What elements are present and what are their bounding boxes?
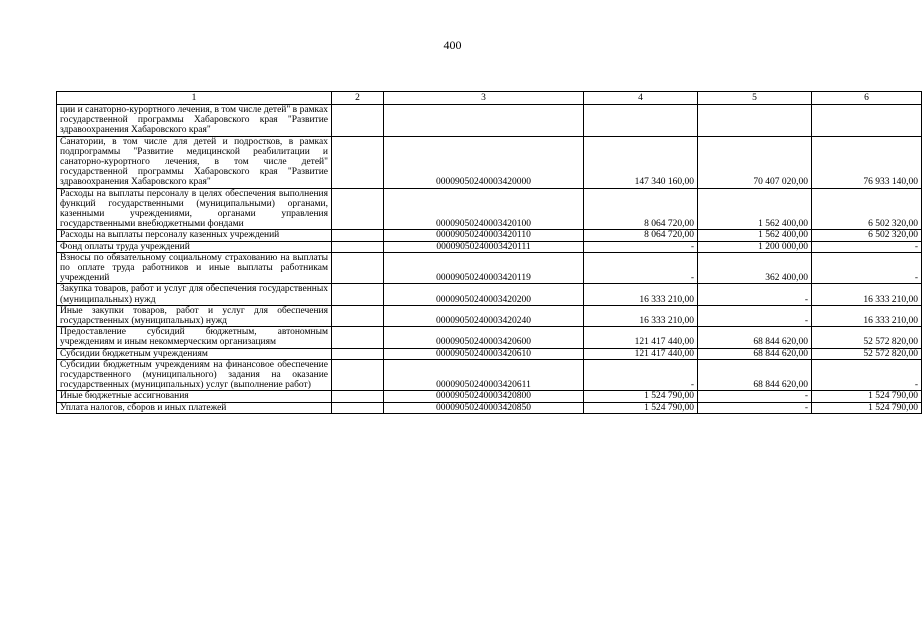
row-value-6-cell: - xyxy=(812,241,922,252)
table-body xyxy=(57,105,922,414)
row-value-5-cell: 70 407 020,00 xyxy=(698,136,812,188)
row-value-5-cell: - xyxy=(698,305,812,326)
row-col2-cell xyxy=(332,241,384,252)
table-row xyxy=(57,284,922,305)
row-code-cell: 00009050240003420111 xyxy=(384,241,584,252)
row-value-4-cell: 8 064 720,00 xyxy=(584,188,698,230)
row-value-6-cell: 1 524 790,00 xyxy=(812,391,922,402)
row-value-5-cell: - xyxy=(698,391,812,402)
row-value-5-cell: 1 200 000,00 xyxy=(698,241,812,252)
row-value-5-cell: - xyxy=(698,402,812,413)
row-code-cell: 00009050240003420119 xyxy=(384,252,584,284)
row-col2-cell xyxy=(332,359,384,391)
header-row xyxy=(57,92,922,105)
row-value-4-cell: - xyxy=(584,241,698,252)
column-header-1: 1 xyxy=(57,92,332,105)
row-value-6-cell: 16 333 210,00 xyxy=(812,305,922,326)
row-code-cell: 00009050240003420600 xyxy=(384,327,584,348)
row-value-6-cell: 6 502 320,00 xyxy=(812,188,922,230)
row-value-4-cell: 16 333 210,00 xyxy=(584,284,698,305)
row-value-5-cell: - xyxy=(698,284,812,305)
row-name-cell: Субсидии бюджетным учреждениям на финансовое обеспечение государственного (муниципального) задания на оказание государственных (муниципальных) услуг (выполнение работ) xyxy=(57,359,332,391)
row-name-cell: Расходы на выплаты персоналу казенных учреждений xyxy=(57,230,332,241)
table-row xyxy=(57,105,922,137)
row-value-4-cell: 121 417 440,00 xyxy=(584,327,698,348)
row-value-5-cell: 1 562 400,00 xyxy=(698,230,812,241)
row-code-cell: 00009050240003420000 xyxy=(384,136,584,188)
column-header-5: 5 xyxy=(698,92,812,105)
row-value-5-cell: 362 400,00 xyxy=(698,252,812,284)
row-code-cell: 00009050240003420611 xyxy=(384,359,584,391)
row-value-4-cell: 121 417 440,00 xyxy=(584,348,698,359)
row-value-4-cell: 147 340 160,00 xyxy=(584,136,698,188)
row-code-cell: 00009050240003420610 xyxy=(384,348,584,359)
row-value-4-cell: 1 524 790,00 xyxy=(584,402,698,413)
row-value-5-cell: 1 562 400,00 xyxy=(698,188,812,230)
row-name-cell: Предоставление субсидий бюджетным, автономным учреждениям и иным некоммерческим организациям xyxy=(57,327,332,348)
row-value-6-cell: 6 502 320,00 xyxy=(812,230,922,241)
table-row xyxy=(57,230,922,241)
row-name-cell: Закупка товаров, работ и услуг для обеспечения государственных (муниципальных) нужд xyxy=(57,284,332,305)
column-header-3: 3 xyxy=(384,92,584,105)
table-row xyxy=(57,348,922,359)
row-name-cell: Фонд оплаты труда учреждений xyxy=(57,241,332,252)
row-value-6-cell: 16 333 210,00 xyxy=(812,284,922,305)
row-col2-cell xyxy=(332,136,384,188)
row-value-4-cell: - xyxy=(584,252,698,284)
row-name-cell: Иные закупки товаров, работ и услуг для обеспечения государственных (муниципальных) нужд xyxy=(57,305,332,326)
row-name-cell: ции и санаторно-курортного лечения, в том числе детей" в рамках государственной программы Хабаровского края "Развитие здравоохранения Хабаровского края" xyxy=(57,105,332,137)
row-name-cell: Расходы на выплаты персоналу в целях обеспечения выполнения функций государственными (муниципальными) органами, казенными учреждениями, органами управления государственными внебюджетными фондами xyxy=(57,188,332,230)
row-col2-cell xyxy=(332,230,384,241)
row-value-5-cell: 68 844 620,00 xyxy=(698,327,812,348)
budget-table xyxy=(56,91,922,414)
row-col2-cell xyxy=(332,391,384,402)
row-col2-cell xyxy=(332,348,384,359)
row-code-cell: 00009050240003420100 xyxy=(384,188,584,230)
row-value-6-cell: 76 933 140,00 xyxy=(812,136,922,188)
column-header-6: 6 xyxy=(812,92,922,105)
row-name-cell: Субсидии бюджетным учреждениям xyxy=(57,348,332,359)
row-code-cell: 00009050240003420200 xyxy=(384,284,584,305)
row-col2-cell xyxy=(332,327,384,348)
row-col2-cell xyxy=(332,105,384,137)
row-value-6-cell: - xyxy=(812,359,922,391)
row-code-cell xyxy=(384,105,584,137)
row-name-cell: Санатории, в том числе для детей и подростков, в рамках подпрограммы "Развитие медицинской реабилитации и санаторно-курортного лечения, в том числе детей" государственной программы Хабаровского края "Развитие здравоохранения Хабаровского края" xyxy=(57,136,332,188)
table-row xyxy=(57,136,922,188)
row-name-cell: Взносы по обязательному социальному страхованию на выплаты по оплате труда работников и иные выплаты работникам учреждений xyxy=(57,252,332,284)
row-value-4-cell xyxy=(584,105,698,137)
row-name-cell: Иные бюджетные ассигнования xyxy=(57,391,332,402)
row-code-cell: 00009050240003420240 xyxy=(384,305,584,326)
table-row xyxy=(57,327,922,348)
row-code-cell: 00009050240003420110 xyxy=(384,230,584,241)
row-value-6-cell: - xyxy=(812,252,922,284)
row-col2-cell xyxy=(332,252,384,284)
table-row xyxy=(57,241,922,252)
row-value-5-cell xyxy=(698,105,812,137)
table-row xyxy=(57,402,922,413)
page-number: 400 xyxy=(443,38,462,52)
table-row xyxy=(57,359,922,391)
row-col2-cell xyxy=(332,188,384,230)
row-value-6-cell: 52 572 820,00 xyxy=(812,348,922,359)
row-value-5-cell: 68 844 620,00 xyxy=(698,359,812,391)
row-col2-cell xyxy=(332,305,384,326)
row-value-6-cell: 52 572 820,00 xyxy=(812,327,922,348)
row-value-4-cell: 1 524 790,00 xyxy=(584,391,698,402)
row-code-cell: 00009050240003420850 xyxy=(384,402,584,413)
row-name-cell: Уплата налогов, сборов и иных платежей xyxy=(57,402,332,413)
row-value-5-cell: 68 844 620,00 xyxy=(698,348,812,359)
row-value-6-cell: 1 524 790,00 xyxy=(812,402,922,413)
table-header xyxy=(57,92,922,105)
table-row xyxy=(57,188,922,230)
column-header-2: 2 xyxy=(332,92,384,105)
row-col2-cell xyxy=(332,284,384,305)
row-value-4-cell: - xyxy=(584,359,698,391)
row-value-6-cell xyxy=(812,105,922,137)
table-row xyxy=(57,305,922,326)
row-code-cell: 00009050240003420800 xyxy=(384,391,584,402)
row-value-4-cell: 8 064 720,00 xyxy=(584,230,698,241)
row-value-4-cell: 16 333 210,00 xyxy=(584,305,698,326)
column-header-4: 4 xyxy=(584,92,698,105)
table-row xyxy=(57,252,922,284)
row-col2-cell xyxy=(332,402,384,413)
table-row xyxy=(57,391,922,402)
